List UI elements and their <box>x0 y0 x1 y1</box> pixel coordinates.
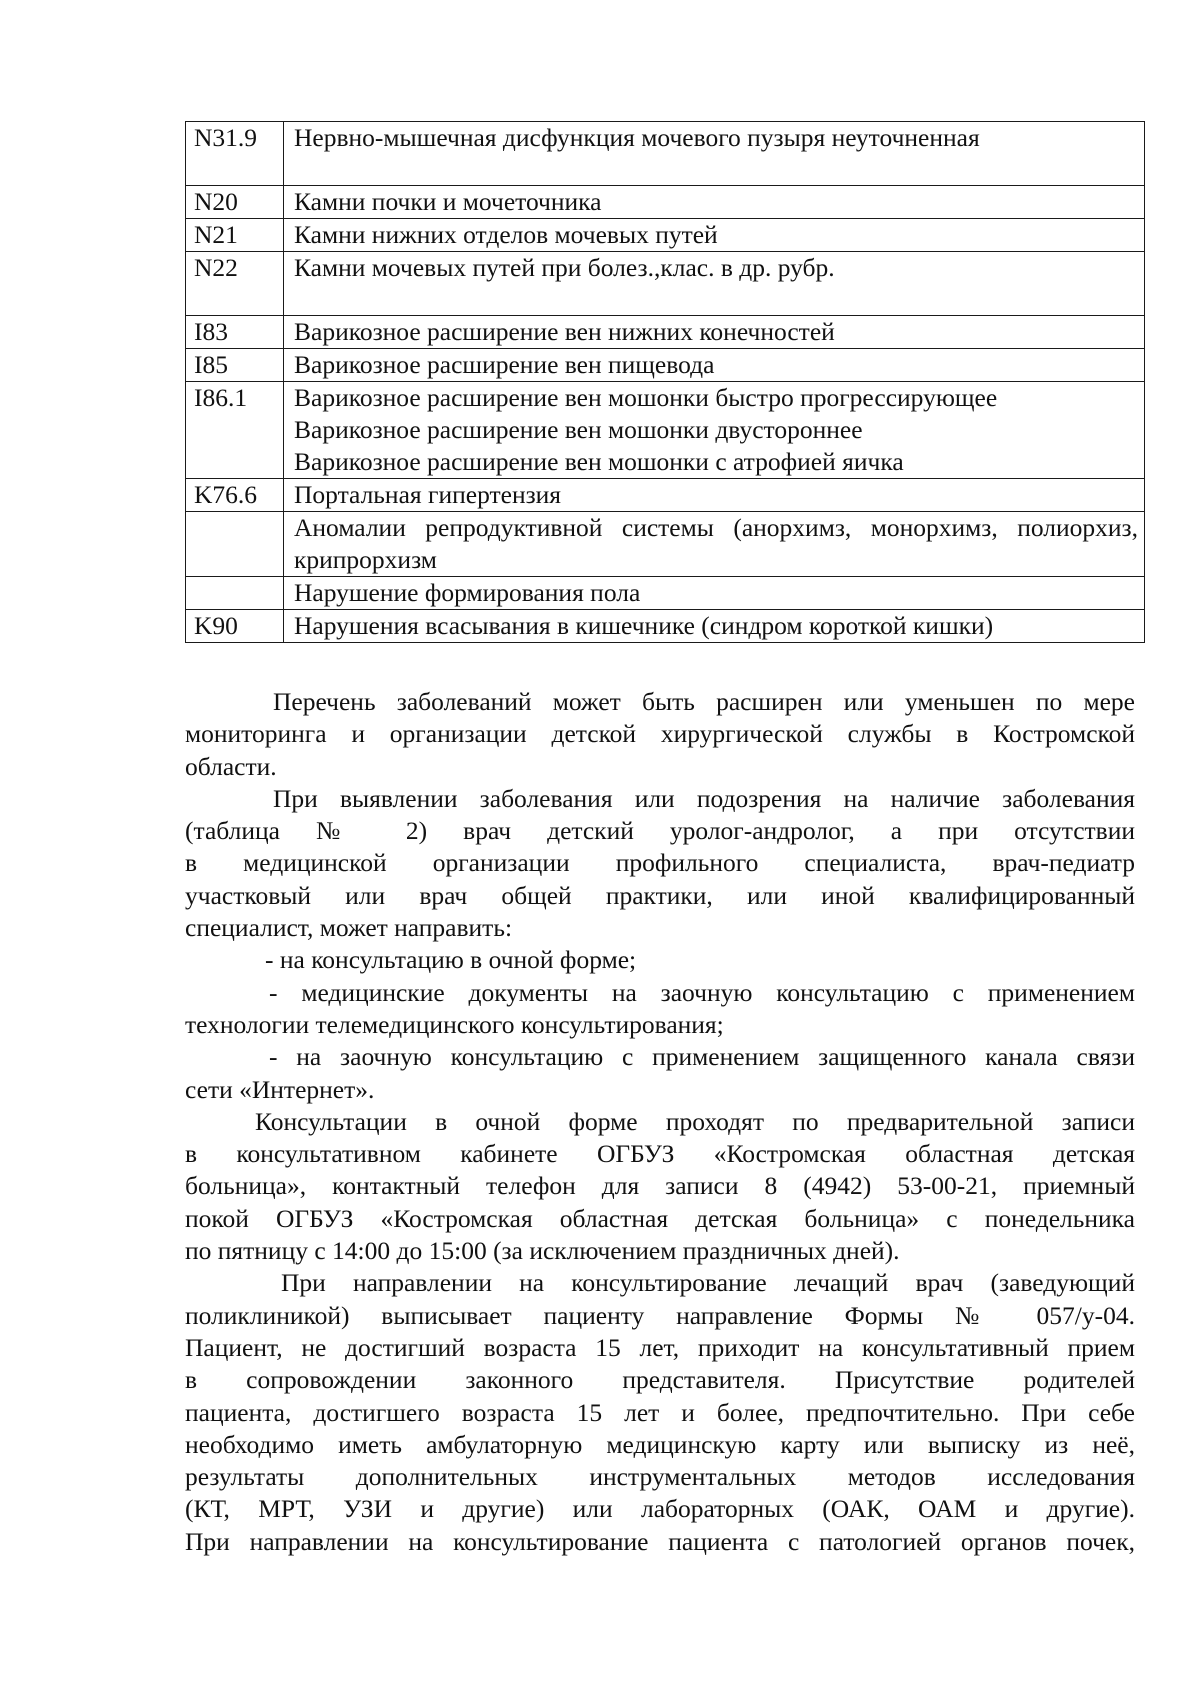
paragraph-disease-list-note <box>185 686 1135 783</box>
diagnosis-description-line: Варикозное расширение вен мошонки двустороннее <box>294 415 863 444</box>
text-line: необходимо иметь амбулаторную медицинскую карту или выписку из неё, <box>185 1429 1135 1459</box>
table-row <box>186 512 1145 577</box>
text-line: При выявлении заболевания или подозрения на наличие заболевания <box>273 783 1135 813</box>
paragraph-referral-conditions <box>185 783 1135 944</box>
diagnosis-description-cell <box>284 122 1145 186</box>
text-line: - медицинские документы на заочную консультацию с применением <box>269 977 1135 1007</box>
table-row <box>186 219 1145 252</box>
diagnosis-description-line: Камни почки и мочеточника <box>294 187 602 216</box>
document-body-text <box>185 686 1135 1558</box>
diagnosis-description-cell <box>284 252 1145 316</box>
text-line: - на заочную консультацию с применением защищенного канала связи <box>269 1042 1135 1072</box>
diagnosis-codes-table-body <box>186 122 1145 643</box>
text-line: специалист, может направить: <box>185 913 513 943</box>
table-row <box>186 610 1145 643</box>
table-row <box>186 382 1145 479</box>
diagnosis-description-line: Портальная гипертензия <box>294 480 562 509</box>
diagnosis-code-cell: K90 <box>186 610 284 643</box>
diagnosis-description-line: Камни мочевых путей при болез.,клас. в др. рубр. <box>294 253 835 282</box>
text-line: При направлении на консультирование пациента с патологией органов почек, <box>185 1526 1135 1556</box>
diagnosis-description-cell <box>284 577 1145 610</box>
text-line: покой ОГБУЗ «Костромская областная детская больница» с понедельника <box>185 1203 1135 1233</box>
diagnosis-description-cell <box>284 316 1145 349</box>
text-line: мониторинга и организации детской хирургической службы в Костромской <box>185 719 1135 749</box>
diagnosis-description-line: Нарушения всасывания в кишечнике (синдром короткой кишки) <box>294 611 994 640</box>
diagnosis-description-cell <box>284 219 1145 252</box>
diagnosis-code-cell <box>186 512 284 577</box>
paragraph-referral-procedure <box>185 1267 1135 1558</box>
diagnosis-code-cell: I83 <box>186 316 284 349</box>
diagnosis-code-cell: K76.6 <box>186 479 284 512</box>
diagnosis-description-cell <box>284 610 1145 643</box>
text-line: При направлении на консультирование лечащий врач (заведующий <box>281 1268 1135 1298</box>
table-row <box>186 186 1145 219</box>
diagnosis-description-line: Нервно-мышечная дисфункция мочевого пузыря неуточненная <box>294 123 980 152</box>
text-line: в сопровождении законного представителя. Присутствие родителей <box>185 1365 1135 1395</box>
diagnosis-description-cell <box>284 349 1145 382</box>
text-line: в консультативном кабинете ОГБУЗ «Костромская областная детская <box>185 1139 1135 1169</box>
text-line: больница», контактный телефон для записи 8 (4942) 53-00-21, приемный <box>185 1171 1135 1201</box>
text-line: по пятницу с 14:00 до 15:00 (за исключением праздничных дней). <box>185 1236 900 1266</box>
text-line: сети «Интернет». <box>185 1074 375 1104</box>
paragraph-consultation-schedule <box>185 1106 1135 1267</box>
table-row <box>186 316 1145 349</box>
diagnosis-code-cell: N20 <box>186 186 284 219</box>
text-line: области. <box>185 751 277 781</box>
diagnosis-description-cell <box>284 382 1145 479</box>
bullet-in-person-consultation <box>185 944 1135 976</box>
text-line: технологии телемедицинского консультирования; <box>185 1009 724 1039</box>
text-line: пациента, достигшего возраста 15 лет и более, предпочтительно. При себе <box>185 1397 1135 1427</box>
diagnosis-description-line: Варикозное расширение вен мошонки с атрофией яичка <box>294 447 904 476</box>
table-row <box>186 479 1145 512</box>
text-line: участковый или врач общей практики, или иной квалифицированный <box>185 880 1135 910</box>
diagnosis-code-cell: I85 <box>186 349 284 382</box>
text-line: - на консультацию в очной форме; <box>265 945 637 975</box>
diagnosis-code-cell: N21 <box>186 219 284 252</box>
text-line: результаты дополнительных инструментальных методов исследования <box>185 1462 1135 1492</box>
table-row <box>186 122 1145 186</box>
text-line: Пациент, не достигший возраста 15 лет, приходит на консультативный прием <box>185 1332 1135 1362</box>
bullet-internet-consultation <box>185 1041 1135 1106</box>
diagnosis-code-cell: N31.9 <box>186 122 284 186</box>
text-line: Консультации в очной форме проходят по предварительной записи <box>255 1106 1135 1136</box>
diagnosis-description-line: Аномалии репродуктивной системы (анорхимз, монорхимз, полиорхиз, крипрорхизм <box>294 513 1138 574</box>
bullet-telemedicine-consultation <box>185 977 1135 1042</box>
diagnosis-description-line: Нарушение формирования пола <box>294 578 641 607</box>
table-row <box>186 252 1145 316</box>
text-line: (КТ, МРТ, УЗИ и другие) или лабораторных (ОАК, ОАМ и другие). <box>185 1494 1135 1524</box>
text-line: поликлиникой) выписывает пациенту направление Формы № 057/у-04. <box>185 1300 1135 1330</box>
diagnosis-code-cell: N22 <box>186 252 284 316</box>
diagnosis-description-cell <box>284 186 1145 219</box>
diagnosis-description-line: Варикозное расширение вен мошонки быстро прогрессирующее <box>294 383 998 412</box>
diagnosis-codes-table <box>185 121 1145 643</box>
text-line: (таблица № 2) врач детский уролог-андролог, а при отсутствии <box>185 816 1135 846</box>
diagnosis-description-cell <box>284 479 1145 512</box>
diagnosis-code-cell <box>186 577 284 610</box>
diagnosis-description-cell <box>284 512 1145 577</box>
diagnosis-code-cell: I86.1 <box>186 382 284 479</box>
table-row <box>186 577 1145 610</box>
table-row <box>186 349 1145 382</box>
text-line: Перечень заболеваний может быть расширен или уменьшен по мере <box>273 687 1135 716</box>
text-line: в медицинской организации профильного специалиста, врач-педиатр <box>185 848 1135 878</box>
diagnosis-description-line: Варикозное расширение вен нижних конечностей <box>294 317 835 346</box>
diagnosis-description-line: Камни нижних отделов мочевых путей <box>294 220 718 249</box>
diagnosis-description-line: Варикозное расширение вен пищевода <box>294 350 715 379</box>
